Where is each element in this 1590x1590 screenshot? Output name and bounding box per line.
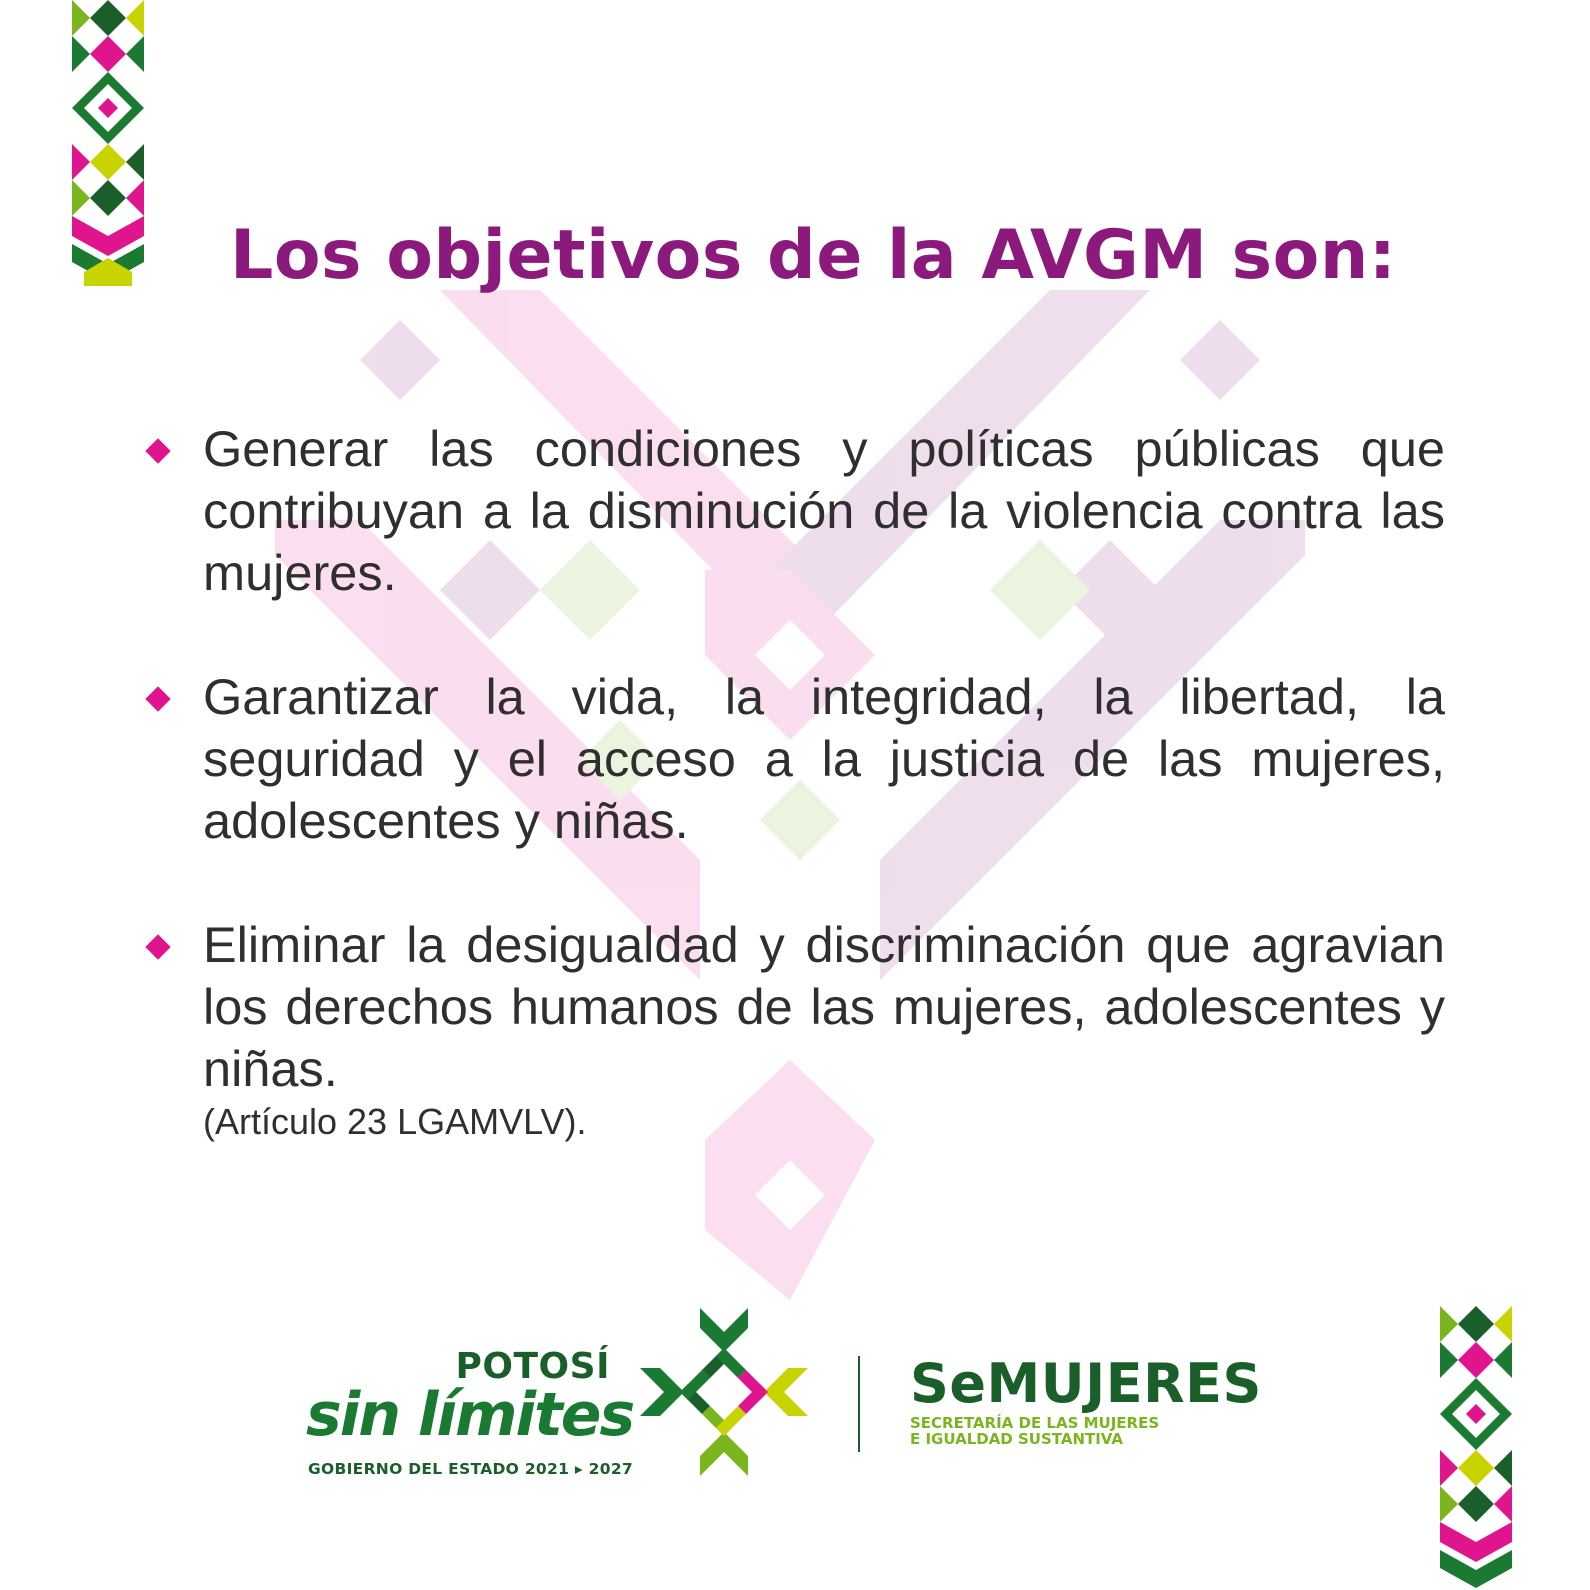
potosi-wordmark: POTOSÍ xyxy=(455,1346,610,1387)
semujeres-wordmark: SeMUJERES xyxy=(910,1352,1262,1415)
government-caption: GOBIERNO DEL ESTADO 2021 ▸ 2027 xyxy=(308,1460,633,1478)
diamond-bullet-icon xyxy=(145,438,170,463)
page-title: Los objetivos de la AVGM son: xyxy=(230,216,1397,295)
diamond-bullet-icon xyxy=(145,686,170,711)
semujeres-logo xyxy=(910,1352,1310,1462)
diamond-bullet-icon xyxy=(145,934,170,959)
star-emblem-icon xyxy=(636,1304,812,1480)
list-item xyxy=(145,914,1445,1142)
slogan-wordmark: sin límites xyxy=(306,1380,634,1450)
objective-text: Generar las condiciones y políticas públicas que contribuyan a la disminución de la violencia contra las mujeres. xyxy=(203,420,1445,601)
footer-logos xyxy=(0,1300,1590,1500)
list-item xyxy=(145,418,1445,604)
citation: (Artículo 23 LGAMVLV). xyxy=(203,1101,587,1142)
potosi-logo xyxy=(306,1340,634,1490)
semujeres-subtitle: SECRETARÍA DE LAS MUJERES xyxy=(910,1414,1160,1432)
semujeres-subtitle: E IGUALDAD SUSTANTIVA xyxy=(910,1430,1124,1448)
top-left-border-pattern xyxy=(72,0,144,286)
objective-text: Eliminar la desigualdad y discriminación que agravian los derechos humanos de las mujeres, adolescentes y niñas. xyxy=(203,916,1445,1097)
list-item xyxy=(145,666,1445,852)
footer-divider xyxy=(858,1356,860,1452)
objectives-list xyxy=(145,418,1445,1204)
objective-text: Garantizar la vida, la integridad, la libertad, la seguridad y el acceso a la justicia de las mujeres, adolescentes y niñas. xyxy=(203,668,1445,849)
